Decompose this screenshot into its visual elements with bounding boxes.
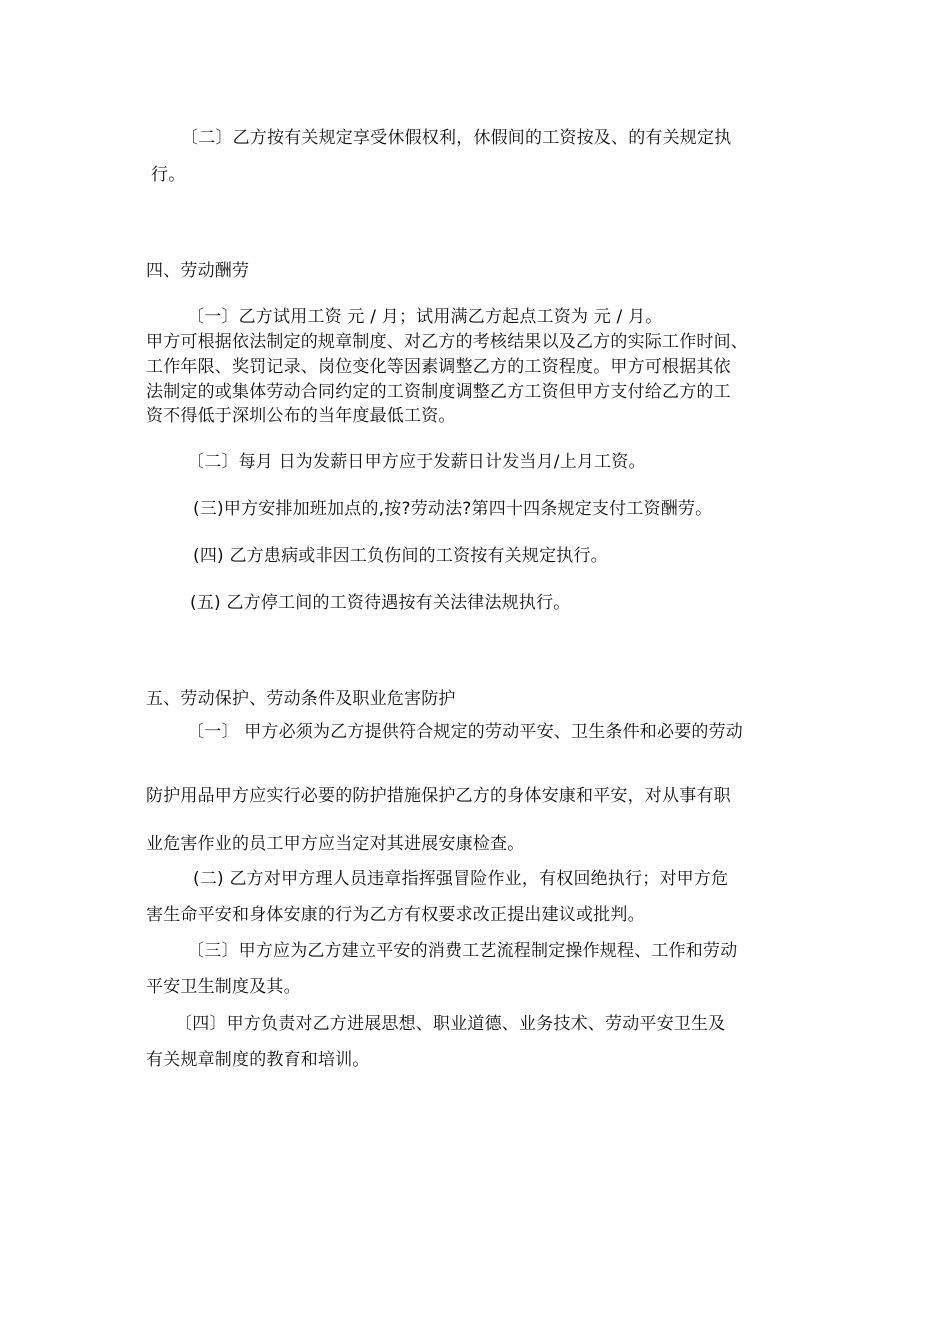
s5-p1-line2: 防护用品甲方应实行必要的防护措施保护乙方的身体安康和平安，对从事有职 (146, 786, 731, 806)
section4-heading: 四、劳动酬劳 (146, 261, 250, 281)
s5-p1-line1: 〔一〕 甲方必须为乙方提供符合规定的劳动平安、卫生条件和必要的劳动 (187, 722, 744, 742)
s4-p1-line1: 〔一〕乙方试用工资 元 / 月；试用满乙方起点工资为 元 / 月。 (187, 307, 663, 327)
s4-p1-line2: 甲方可根据依法制定的规章制度、对乙方的考核结果以及乙方的实际工作时间、 (146, 332, 748, 352)
s3-p2-line2: 行。 (151, 165, 186, 185)
s5-p2-line1: (二) 乙方对甲方理人员违章指挥强冒险作业，有权回绝执行；对甲方危 (193, 869, 729, 889)
s4-p4: (四) 乙方患病或非因工负伤间的工资按有关规定执行。 (193, 546, 608, 566)
s4-p3: (三)甲方安排加班加点的,按?劳动法?第四十四条规定支付工资酬劳。 (193, 499, 713, 519)
s3-p2-line1: 〔二〕乙方按有关规定享受休假权利，休假间的工资按及、的有关规定执 (181, 128, 732, 148)
s5-p4-line2: 有关规章制度的教育和培训。 (146, 1050, 370, 1070)
s5-p4-line1: 〔四〕甲方负责对乙方进展思想、职业道德、业务技术、劳动平安卫生及 (175, 1014, 726, 1034)
s5-p3-line1: 〔三〕甲方应为乙方建立平安的消费工艺流程制定操作规程、工作和劳动 (187, 941, 738, 961)
s5-p2-line2: 害生命平安和身体安康的行为乙方有权要求改正提出建议或批判。 (146, 905, 645, 925)
section5-heading: 五、劳动保护、劳动条件及职业危害防护 (146, 689, 456, 709)
s4-p1-line3: 工作年限、奖罚记录、岗位变化等因素调整乙方的工资程度。甲方可根据其依 (146, 357, 731, 377)
s4-p1-line5: 资不得低于深圳公布的当年度最低工资。 (146, 406, 456, 426)
s4-p2: 〔二〕每月 日为发薪日甲方应于发薪日计发当月/上月工资。 (187, 452, 646, 472)
s5-p3-line2: 平安卫生制度及其。 (146, 977, 301, 997)
s4-p5: (五) 乙方停工间的工资待遇按有关法律法规执行。 (190, 593, 571, 613)
s5-p1-line3: 业危害作业的员工甲方应当定对其进展安康检查。 (146, 834, 525, 854)
s4-p1-line4: 法制定的或集体劳动合同约定的工资制度调整乙方工资但甲方支付给乙方的工 (146, 382, 731, 402)
